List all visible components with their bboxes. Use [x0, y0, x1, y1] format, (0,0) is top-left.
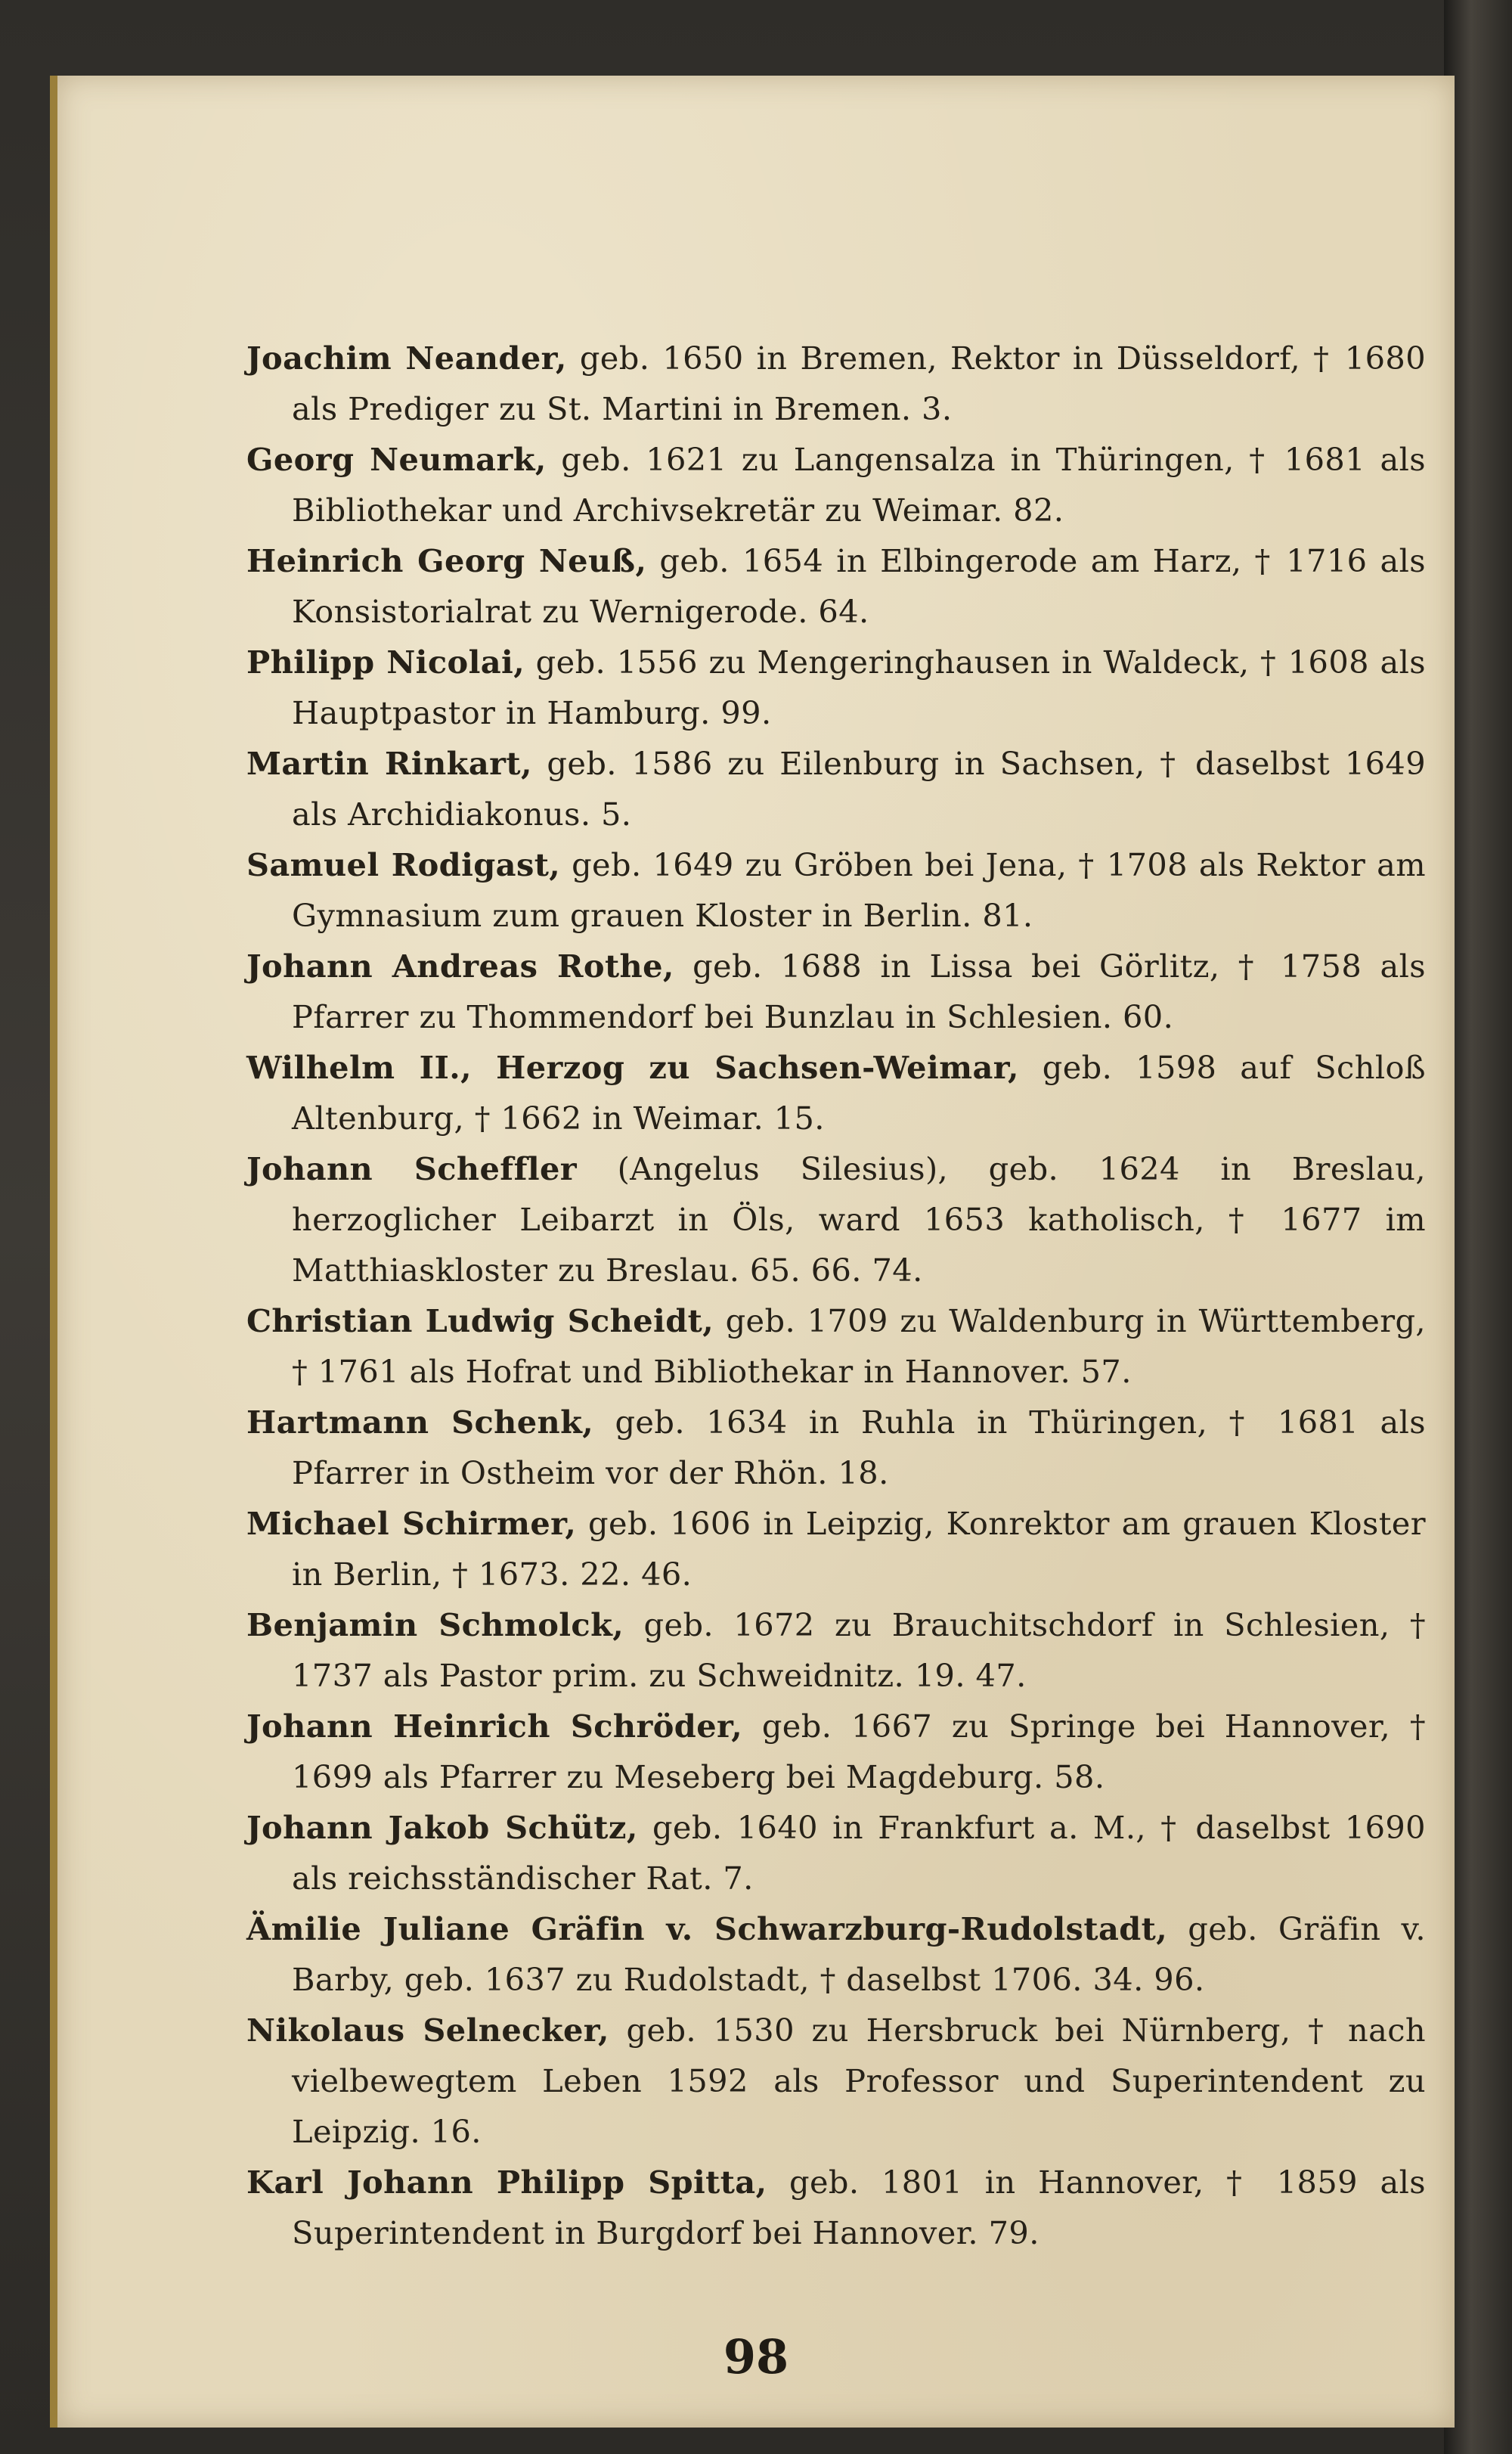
author-entry: [246, 738, 1426, 839]
book-page: [50, 76, 1455, 2428]
author-details: (Angelus Silesius), geb. 1624 in Breslau, herzoglicher Leibarzt in Öls, ward 1653 katholisch, † 1677 im Matthiaskloster zu Breslau. 65. 66. 74.: [292, 1150, 1427, 1289]
author-entry: [246, 1295, 1426, 1397]
author-name: Karl Johann Philipp Spitta,: [246, 2164, 767, 2201]
author-entry: [246, 2157, 1426, 2258]
author-details: geb. 1530 zu Hersbruck bei Nürnberg, † nach vielbewegtem Leben 1592 als Professor und Superintendent zu Leipzig. 16.: [292, 2012, 1426, 2150]
author-entry: [246, 535, 1426, 637]
author-details: geb. 1634 in Ruhla in Thüringen, † 1681 als Pfarrer in Ostheim vor der Rhön. 18.: [292, 1404, 1426, 1491]
author-name: Hartmann Schenk,: [246, 1404, 594, 1441]
author-entry: [246, 1143, 1426, 1295]
author-details: geb. 1621 zu Langensalza in Thüringen, † 1681 als Bibliothekar und Archivsekretär zu Weimar. 82.: [292, 441, 1427, 529]
author-name: Johann Jakob Schütz,: [246, 1809, 638, 1846]
author-name: Johann Heinrich Schröder,: [246, 1708, 743, 1745]
author-details: geb. 1688 in Lissa bei Görlitz, † 1758 als Pfarrer zu Thommendorf bei Bunzlau in Schlesien. 60.: [292, 948, 1427, 1035]
author-entry: [246, 1701, 1426, 1802]
author-name: Joachim Neander,: [246, 340, 567, 377]
author-details: geb. 1586 zu Eilenburg in Sachsen, † daselbst 1649 als Archidiakonus. 5.: [292, 745, 1426, 833]
hymn-author-index: [246, 333, 1426, 2258]
author-name: Philipp Nicolai,: [246, 644, 525, 681]
page-number: 98: [723, 2329, 789, 2384]
author-name: Martin Rinkart,: [246, 745, 532, 782]
author-entry: [246, 1397, 1426, 1498]
author-details: geb. 1606 in Leipzig, Konrektor am grauen Kloster in Berlin, † 1673. 22. 46.: [292, 1505, 1426, 1593]
author-entry: [246, 839, 1426, 941]
author-entry: [246, 941, 1426, 1042]
author-name: Ämilie Juliane Gräfin v. Schwarzburg-Rudolstadt,: [246, 1910, 1168, 1947]
author-details: geb. 1709 zu Waldenburg in Württemberg, † 1761 als Hofrat und Bibliothekar in Hannover. 57.: [292, 1302, 1427, 1390]
author-entry: [246, 1802, 1426, 1903]
author-name: Michael Schirmer,: [246, 1505, 577, 1542]
author-name: Wilhelm II., Herzog zu Sachsen-Weimar,: [246, 1049, 1019, 1086]
author-name: Heinrich Georg Neuß,: [246, 542, 647, 579]
author-entry: [246, 434, 1426, 535]
author-name: Nikolaus Selnecker,: [246, 2012, 609, 2049]
author-details: geb. 1650 in Bremen, Rektor in Düsseldorf, † 1680 als Prediger zu St. Martini in Bremen. 3.: [292, 340, 1426, 427]
author-entry: [246, 1903, 1426, 2005]
author-entry: [246, 1599, 1426, 1701]
author-entry: [246, 2005, 1426, 2157]
author-details: geb. 1672 zu Brauchitschdorf in Schlesien, † 1737 als Pastor prim. zu Schweidnitz. 19. 47.: [292, 1606, 1426, 1694]
author-details: geb. 1649 zu Gröben bei Jena, † 1708 als Rektor am Gymnasium zum grauen Kloster in Berlin. 81.: [292, 846, 1426, 934]
author-details: geb. 1667 zu Springe bei Hannover, † 1699 als Pfarrer zu Meseberg bei Magdeburg. 58.: [292, 1708, 1426, 1795]
author-details: geb. 1640 in Frankfurt a. M., † daselbst 1690 als reichsständischer Rat. 7.: [292, 1809, 1426, 1897]
author-entry: [246, 1042, 1426, 1143]
author-details: geb. 1598 auf Schloß Altenburg, † 1662 in Weimar. 15.: [292, 1049, 1426, 1137]
author-name: Christian Ludwig Scheidt,: [246, 1302, 714, 1339]
author-name: Benjamin Schmolck,: [246, 1606, 624, 1643]
author-details: geb. 1654 in Elbingerode am Harz, † 1716 als Konsistorialrat zu Wernigerode. 64.: [292, 542, 1427, 630]
author-details: geb. Gräfin v. Barby, geb. 1637 zu Rudolstadt, † daselbst 1706. 34. 96.: [292, 1910, 1426, 1998]
author-entry: [246, 333, 1426, 434]
author-name: Georg Neumark,: [246, 441, 547, 478]
author-entry: [246, 637, 1426, 738]
author-entry: [246, 1498, 1426, 1599]
author-details: geb. 1556 zu Mengeringhausen in Waldeck, † 1608 als Hauptpastor in Hamburg. 99.: [292, 644, 1427, 731]
author-details: geb. 1801 in Hannover, † 1859 als Superintendent in Burgdorf bei Hannover. 79.: [292, 2164, 1426, 2251]
author-name: Johann Andreas Rothe,: [246, 948, 674, 985]
author-name: Johann Scheffler: [246, 1150, 578, 1187]
author-name: Samuel Rodigast,: [246, 846, 561, 883]
